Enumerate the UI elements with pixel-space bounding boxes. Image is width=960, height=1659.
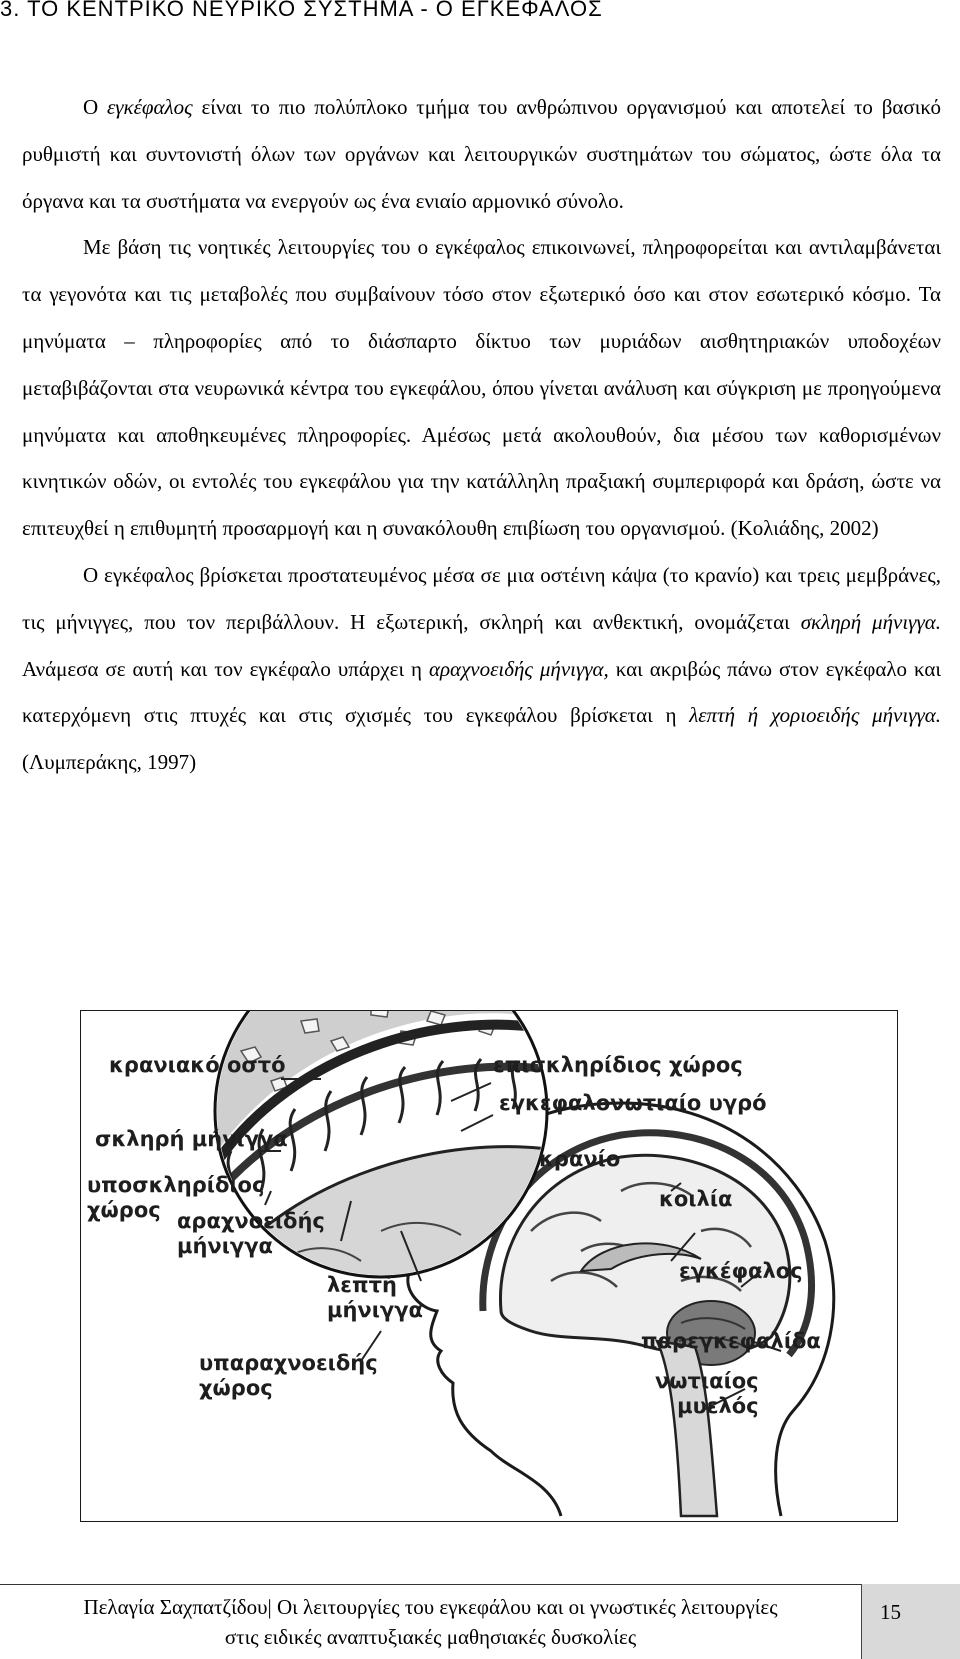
label-subarachnoid-space: υπαραχνοειδής χώρος [199,1351,378,1400]
label-pia-mater: λεπτή μήνιγγα [327,1273,423,1322]
footer-line-2: στις ειδικές αναπτυξιακές μαθησιακές δυσκολίες [224,1625,637,1649]
label-ventricle: κοιλία [659,1187,733,1211]
italic-term: αραχνοειδής μήνιγγα, [428,656,609,681]
paragraph-3: Ο εγκέφαλος βρίσκεται προστατευμένος μέσα σε μια οστέινη κάψα (το κρανίο) και τρεις μεμβράνες, τις μήνιγγες, που τον περιβάλλουν. Η εξωτερική, σκληρή και ανθεκτική, ονομάζεται σκληρή μήνιγγα. Ανάμεσα σε αυτή και τον εγκέφαλο υπάρχει η αραχνοειδής μήνιγγα, και ακριβώς πάνω στον εγκέφαλο και κατερχόμενη στις πτυχές και στις σχισμές του εγκεφάλου βρίσκεται η λεπτή ή χοριοειδής μήνιγγα. (Λυμπεράκης, 1997) [22,562,942,775]
paragraph-2: Με βάση τις νοητικές λειτουργίες του ο εγκέφαλος επικοινωνεί, πληροφορείται και αντιλαμβάνεται τα γεγονότα και τις μεταβολές που συμβαίνουν τόσο στον εξωτερικό όσο και στον εσωτερικό κόσμο. Τα μηνύματα – πληροφορίες από το διάσπαρτο δίκτυο των μυριάδων αισθητηριακών υποδοχέων μεταβιβάζονται στα νευρωνικά κέντρα του εγκεφάλου, όπου γίνεται ανάλυση και σύγκριση με προηγούμενα μηνύματα και αποθηκευμένες πληροφορίες. Αμέσως μετά ακολουθούν, δια μέσου των καθορισμένων κινητικών οδών, οι εντολές του εγκεφάλου για την κατάλληλη πραξιακή συμπεριφορά και δράση, ώστε να επιτευχθεί η επιθυμητή προσαρμογή και η συνακόλουθη επιβίωση του οργανισμού. (Κολιάδης, 2002) [22,235,941,541]
page-number: 15 [880,1600,901,1624]
label-arachnoid: αραχνοειδής μήνιγγα [177,1209,325,1258]
page-footer [0,1592,861,1652]
label-brain: εγκέφαλος [679,1259,803,1283]
footer-line-1: Πελαγία Σαχπατζίδου| Οι λειτουργίες του εγκεφάλου και οι γνωστικές λειτουργίες [83,1595,778,1619]
spinal-cord-shape [657,1341,717,1516]
label-cerebellum: παρεγκεφαλίδα [641,1329,821,1353]
label-skull: κρανίο [539,1147,621,1171]
paragraph-1: Ο εγκέφαλος είναι το πιο πολύπλοκο τμήμα του ανθρώπινου οργανισμού και αποτελεί το βασικό ρυθμιστή και συντονιστή όλων των οργάνων και λειτουργικών συστημάτων του σώματος, ώστε όλα τα όργανα και τα συστήματα να ενεργούν ως ένα ενιαίο αρμονικό σύνολο. [22,95,941,213]
footer-divider [0,1584,861,1585]
label-csf: εγκεφαλονωτιαίο υγρό [499,1091,767,1115]
italic-term: λεπτή ή χοριοειδής μήνιγγα. [689,703,942,728]
italic-term: σκληρή μήνιγγα. [800,609,941,634]
label-subdural-space: υποσκληρίδιος χώρος [87,1173,265,1222]
label-dura-mater: σκληρή μήνιγγα [95,1127,288,1151]
italic-term: εγκέφαλος [107,95,193,119]
section-heading: 3. ΤΟ ΚΕΝΤΡΙΚΟ ΝΕΥΡΙΚΟ ΣΥΣΤΗΜΑ - Ο ΕΓΚΕΦΑΛΟΣ [0,0,603,21]
label-cranial-bone: κρανιακό οστό [109,1053,286,1077]
label-spinal-cord: νωτιαίος μυελός [655,1369,759,1418]
label-epidural-space: επισκληρίδιος χώρος [493,1053,743,1077]
body-text [22,84,941,786]
brain-meninges-figure [80,1010,898,1522]
page-number-box [861,1584,960,1659]
